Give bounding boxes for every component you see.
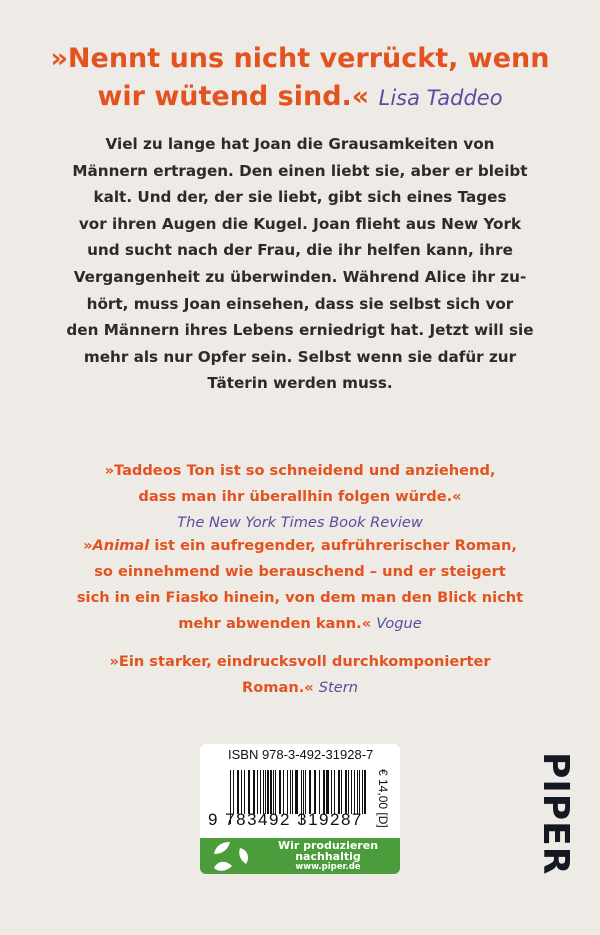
barcode-bar: [354, 770, 355, 814]
quote-line: ist ein aufregender, aufrührerischer Roman,: [149, 537, 517, 554]
barcode-bar: [241, 770, 242, 814]
recycle-leaves-icon: [210, 840, 254, 872]
barcode-bar: [351, 770, 352, 814]
review-quote-vogue: [0, 533, 600, 637]
blurb-line: kalt. Und der, der sie liebt, gibt sich eines Tages: [93, 188, 507, 207]
barcode-bar: [331, 770, 332, 814]
eco-url: www.piper.de: [295, 862, 361, 872]
blurb: [0, 131, 600, 397]
quote-source: Stern: [318, 679, 358, 696]
barcode-bar: [253, 770, 255, 814]
barcode-bar: [359, 770, 360, 814]
barcode-bar: [237, 770, 239, 814]
blurb-line: vor ihren Augen die Kugel. Joan flieht aus New York: [78, 214, 522, 233]
barcode-bar: [270, 770, 272, 814]
quote-line: sich in ein Fiasko hinein, von dem man den Blick nicht: [76, 589, 524, 606]
review-quote-nyt: [0, 458, 600, 536]
barcode-bar: [265, 770, 266, 814]
barcode-bar: [319, 770, 320, 814]
barcode-bar: [362, 770, 363, 814]
isbn-text: ISBN 978-3-492-31928-7: [228, 747, 374, 762]
barcode-bar: [263, 770, 264, 814]
quote-source: The New York Times Book Review: [177, 514, 423, 531]
price: € 14,00 [D]: [376, 769, 390, 828]
blurb-line: und sucht nach der Frau, die ihr helfen kann, ihre: [87, 241, 513, 260]
barcode-bar: [283, 770, 284, 814]
barcode-bar: [326, 770, 329, 814]
quote-line: dass man ihr überallhin folgen würde.«: [138, 488, 462, 505]
blurb-line: hört, muss Joan einsehen, dass sie selbst sich vor: [86, 294, 514, 313]
barcode-bar: [341, 770, 342, 814]
quote-line: »Taddeos Ton ist so schneidend und anziehend,: [104, 462, 496, 479]
barcode-bar: [309, 770, 311, 814]
barcode-bar: [305, 770, 306, 814]
review-quote-stern: [0, 649, 600, 701]
blurb-line: Männern ertragen. Den einen liebt sie, aber er bleibt: [72, 161, 528, 180]
quote-line: so einnehmend wie berauschend – und er steigert: [94, 563, 506, 580]
barcode-bar: [260, 770, 261, 814]
quote-source: Vogue: [376, 615, 422, 632]
barcode-digits: 9 783492 319287: [208, 810, 363, 829]
publisher-logo: PIPER: [535, 752, 576, 876]
blurb-line: Vergangenheit zu überwinden. Während Alice ihr zu-: [73, 267, 527, 286]
barcode-bar: [323, 770, 325, 814]
barcode-bar: [292, 770, 293, 814]
headline-quote: [0, 40, 600, 117]
headline-line: »Nennt uns nicht verrückt, wenn: [50, 43, 550, 74]
barcode-bar: [248, 770, 250, 814]
headline-line: wir wütend sind.«: [97, 81, 370, 112]
barcode-bar: [357, 770, 358, 814]
barcode-bar: [273, 770, 274, 814]
quote-line: mehr abwenden kann.«: [178, 615, 377, 632]
barcode-bar: [267, 770, 269, 814]
quote-line: Roman.«: [242, 679, 319, 696]
blurb-line: Täterin werden muss.: [207, 374, 393, 393]
barcode-bar: [290, 770, 291, 814]
barcode-bar: [348, 770, 349, 814]
barcode-bar: [275, 770, 276, 814]
barcode-bar: [244, 770, 245, 814]
barcode-bar: [314, 770, 316, 814]
book-title: Animal: [92, 537, 150, 554]
barcode-bar: [303, 770, 304, 814]
barcode-bar: [295, 770, 298, 814]
headline-author: Lisa Taddeo: [378, 86, 503, 110]
barcode-bar: [338, 770, 340, 814]
blurb-line: mehr als nur Opfer sein. Selbst wenn sie dafür zur: [83, 347, 517, 366]
quote-open: »: [83, 537, 93, 554]
quote-line: »Ein starker, eindrucksvoll durchkomponierter: [109, 653, 491, 670]
blurb-line: den Männern ihres Lebens erniedrigt hat. Jetzt will sie: [66, 321, 534, 340]
barcode-bar: [334, 770, 335, 814]
blurb-line: Viel zu lange hat Joan die Grausamkeiten von: [105, 135, 495, 153]
barcode-bar: [287, 770, 288, 814]
barcode-bar: [257, 770, 258, 814]
sustainability-badge: [200, 838, 400, 874]
barcode-bar: [364, 770, 366, 814]
barcode-bar: [345, 770, 347, 814]
eco-line: Wir produzieren: [277, 839, 379, 852]
barcode-bar: [279, 770, 281, 814]
barcode-bar: [233, 770, 234, 814]
barcode-label: [200, 744, 400, 874]
eco-line: nachhaltig: [295, 850, 361, 863]
